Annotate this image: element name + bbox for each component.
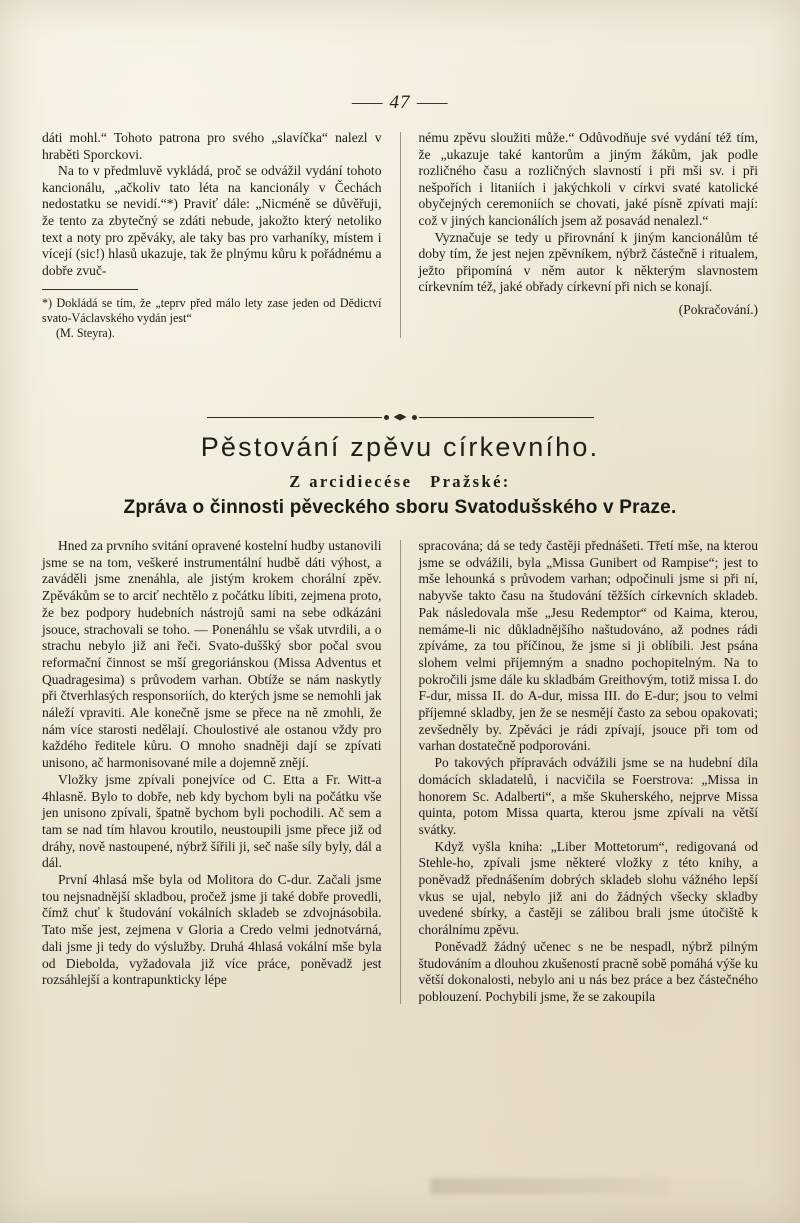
divider-line-right <box>419 417 594 418</box>
section-subtitle-part-b: Pražské: <box>430 472 511 491</box>
page-number <box>0 92 800 114</box>
paragraph: nému zpěvu sloužiti může.“ Odůvodňuje své vydání též tím, že „ukazuje také kantorům a jiným žákům, jak podle rozličného času a rozličných slavností i při mši sv. i při nešpořích i litaniích i jakýchkoli v církvi svaté katolické obyčejných ceremoniích se chovati, jaké písně zpívati mají: což v jiných kancionálích jsem až posavád nenalezl.“ <box>418 130 758 228</box>
dash-right: — <box>416 92 449 113</box>
top-article-right-column <box>401 130 759 340</box>
report-heading: Zpráva o činnosti pěveckého sboru Svatodušského v Praze. <box>123 497 677 518</box>
paragraph: Poněvadž žádný učenec s ne be nespadl, nýbrž pilným študováním a dlouhou zkušeností pracně sobě pomáhá výše ku větší dokonalosti, nebylo ani u nás bez práce a bez částečného poblouzení. Pochybili jsme, že se zakoupila <box>418 938 758 1004</box>
section-subtitle-part-a: Z arcidiecése <box>289 472 413 491</box>
top-article <box>42 130 758 340</box>
paragraph: Hned za prvního svitání opravené kostelní hudby ustanovili jsme se na tom, veškeré instrumentální hudbě dáti výhost, a zaváděli jsme znenáhla, ale jistým krokem chorální zpěv. Zpěvákům se to arciť nechtělo z počátku líbiti, zejmena proto, že bez podpory hudebních nástrojů sami na sebe odkázáni jsouce, strachovali se toho. — Ponenáhlu se však utvrdili, a o strachu nebylo již ani řeči. Svato-duššký sbor počal svou reformační činnost se mší gregoriánskou (Missa Adventus et Quadragesima) s průvodem varhan. Obtíže se nám naskytly při čtverhlasých responsoriích, do kterých jsme se nemohli jak náleží vpraviti. Ale konečně jsme se přece na ně zmohli, že nám více starosti nedělají. Choulostivé ale ostanou vždy pro každého ředitele kůru. O mnoho snadněji dají se zpívati unisono, ač harmonisované mile a dojemně znějí. <box>42 538 382 771</box>
section-divider-ornament <box>0 408 800 426</box>
divider-line-left <box>207 417 382 418</box>
report-body <box>42 538 758 1006</box>
paragraph: spracována; dá se tedy častěji přednášeti. Třetí mše, na kterou jsme se odvážili, byla „Missa Gunibert od Rampise“; jest to mše lehounká s průvodem varhan; odpočinuli jsme si při ní, nabyvše takto času na študování těžších církevních skladeb. Pak následovala mše „Jesu Redemptor“ od Kaima, kterou, nemáme-li nic důkladnějšího naštudováno, až podnes rádi zpíváme, za tou příčinou, že jsme si ji oblíbili. Jest psána slohem velmi příjemným a snadno pochopitelným. Na to pokročili jsme dále ku skladbám Greithovým, totiž missa I. do F-dur, missa II. do A-dur, missa III. do E-dur; jsou to velmi příjemné skladby, jen že se nesmějí často za sebou opakovati; zevšedněly by. Zpěváci je rádi zpívají, jsouce při tom od varhan dostatečně podporováni. <box>418 538 758 754</box>
paragraph: Vložky jsme zpívali ponejvíce od C. Etta a Fr. Witt-a 4hlasně. Bylo to dobře, neb kdy bychom byli na počátku vše jen unisono zpívali, špatně bychom byli pochodili. Ač sem a tam se nad tím hlavou kroutilo, neustoupili jsme přece již od dráhy, nově nastoupené, nýbrž šířili ji, seč naše síly byly, dál a dál. <box>42 771 382 871</box>
section-title: Pěstování zpěvu církevního. <box>200 432 600 462</box>
divider-dot-right <box>412 415 417 420</box>
continuation-note: (Pokračování.) <box>678 301 758 317</box>
paragraph: Vyznačuje se tedy u přirovnání k jiným kancionálům té doby tím, že jest nejen zpěvníkem, nýbrž částečně i ritualem, ježto připomíná v něm autor k některým slavnostem církevním též, jaké obřady církevní při nich se konají. <box>418 229 758 295</box>
dash-left: — <box>351 92 384 113</box>
page-number-value: 47 <box>389 92 411 113</box>
paragraph: Na to v předmluvě vykládá, proč se odvážil vydání tohoto kancionálu, „ačkoliv tato léta na kancionály v Čechách nedostatku se nevidí.“*) Praviť dále: „Nicméně se důvěřuji, že tento za zbytečný se zdáti nebude, jakožto který netoliko text a noty pro zpěváky, ale taky bas pro varhaníky, místem i vícejí (sic!) hlasů ukazuje, tak že plnýmu kůru k pořádnému a dobře zvuč- <box>42 163 382 278</box>
paragraph: Když vyšla kniha: „Liber Mottetorum“, redigovaná od Stehle-ho, zpívali jsme některé vložky z této knihy, a poněvadž přednášením dobrých skladeb slohu vážného lepší vkus se ujal, nebylo již ani do žádných všecky skladby uvedené sbírky, a častěji se zálibou brali jsme útočiště k chorálnímu zpěvu. <box>418 838 758 938</box>
paper-smudge <box>430 1178 670 1194</box>
paragraph: dáti mohl.“ Tohoto patrona pro svého „slavíčka“ nalezl v hraběti Sporckovi. <box>42 130 382 162</box>
footnote <box>42 296 382 340</box>
divider-dot-left <box>384 415 389 420</box>
top-article-left-column <box>42 130 400 340</box>
footnote-divider <box>42 289 138 290</box>
divider-lozenge <box>394 414 407 421</box>
section-subtitle <box>0 472 800 492</box>
report-right-column <box>401 538 759 1006</box>
footnote-line-2: (M. Steyra). <box>56 325 115 340</box>
footnote-line-1: *) Dokládá se tím, že „teprv před málo lety zase jeden od Dědictví svato-Václavského vydán jest“ <box>42 296 382 325</box>
paragraph: První 4hlasá mše byla od Molitora do C-dur. Začali jsme tou nejsnadnější skladbou, pročež jsme ji také dobře provedli, čímž chuť k študování vokálních skladeb se zdvojnásobila. Tato mše jest, zejmena v Gloria a Credo velmi jednotvárná, dali jsme ji tedy do výslužby. Druhá 4hlasá vokální mše byla od Diebolda, vyžadovala již více práce, poněvadž jest rozsáhlejší a kontrapunkticky lépe <box>42 872 382 988</box>
report-left-column <box>42 538 400 1006</box>
paragraph: Po takových přípravách odvážili jsme se na hudební díla domácích skladatelů, i nacvičila se Foerstrova: „Missa in honorem Sc. Adalberti“, a mše Skuherského, nejprve Missa quinta, potom Missa quarta, kterou jsme zpívali na větší svátky. <box>418 755 758 837</box>
